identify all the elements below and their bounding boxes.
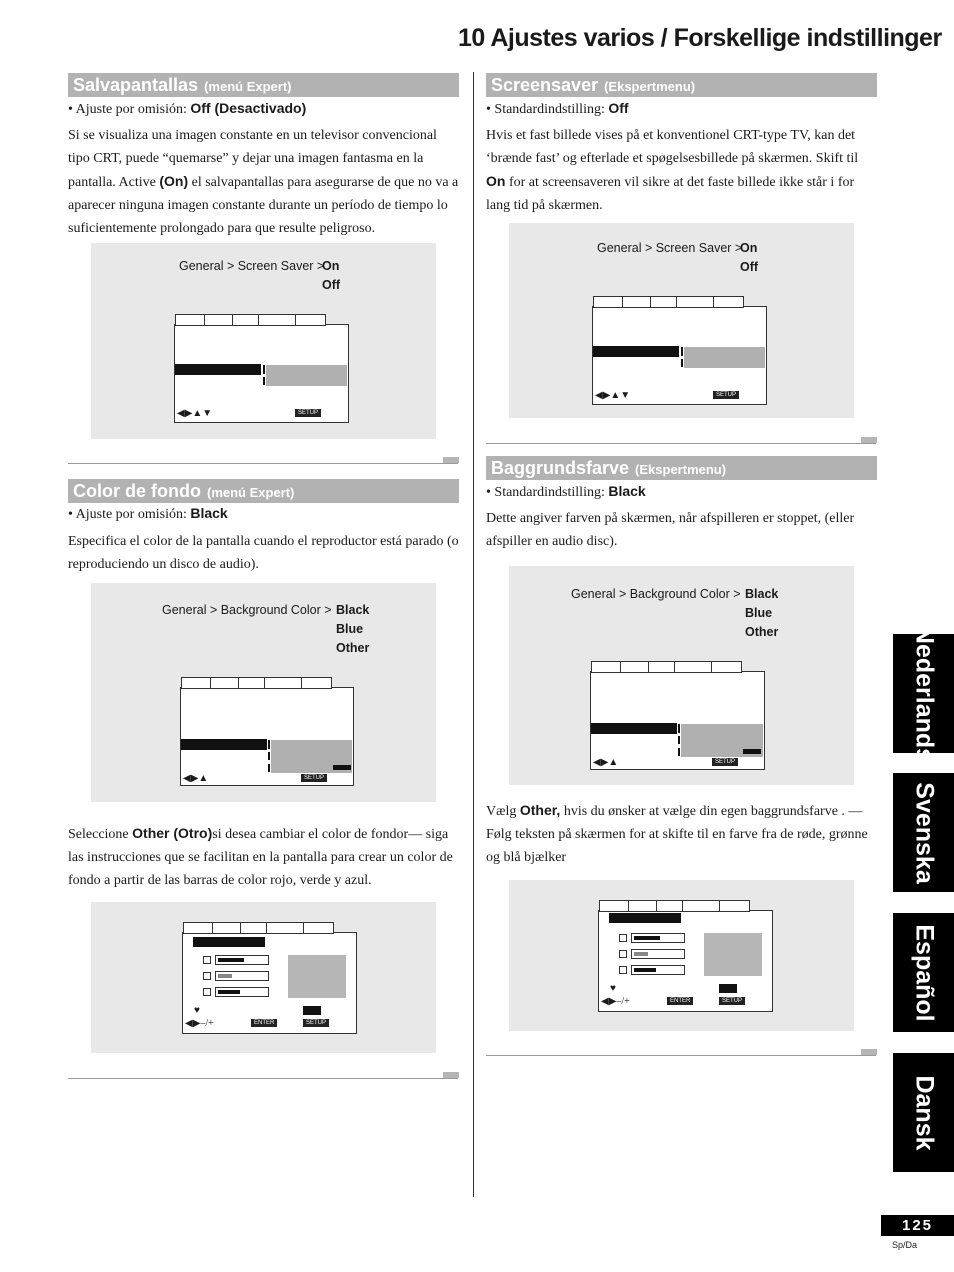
divider-marker: [443, 1072, 459, 1078]
option-other: Other: [336, 641, 370, 655]
option-on: On: [740, 241, 758, 255]
option-off: Off: [740, 260, 759, 274]
screen-illustration: [509, 566, 854, 785]
option-black: Black: [745, 587, 779, 601]
menu-path: General > Screen Saver >: [597, 241, 743, 255]
option-other: Other: [745, 625, 779, 639]
paragraph: Vælg Other, hvis du ønsker at vælge din egen baggrundsfarve . — Følg teksten på skærmen for at skifte til en farve fra de røde, grønne og blå bjælker: [486, 802, 868, 865]
default-setting: • Ajuste por omisión: Off (Desactivado): [68, 100, 307, 117]
osd-color-editor: ♥ ◀▶–/+ ENTER SETUP: [598, 910, 773, 1012]
osd-menu: [174, 324, 349, 423]
screen-illustration: [509, 880, 854, 1031]
section-divider: [486, 443, 876, 444]
page-language: Sp/Da: [892, 1240, 918, 1250]
side-tab-espanol: Español: [893, 913, 954, 1032]
divider-marker: [861, 1049, 877, 1055]
setup-label: SETUP: [303, 1019, 329, 1027]
return-icon: [719, 984, 737, 993]
setup-label: SETUP: [719, 997, 745, 1005]
osd-menu: [592, 306, 767, 405]
osd-color-editor: ♥ ◀▶–/+ ENTER SETUP: [182, 932, 357, 1034]
column-divider: [473, 72, 474, 1197]
return-icon: [303, 1006, 321, 1015]
section-heading-baggrundsfarve: Baggrundsfarve (Ekspertmenu): [486, 456, 877, 480]
enter-label: ENTER: [667, 997, 693, 1005]
menu-path: General > Background Color >: [162, 603, 332, 617]
screen-illustration: [91, 902, 436, 1053]
navigation-arrows-icon: ◀▶–/+: [185, 1018, 214, 1029]
option-black: Black: [336, 603, 370, 617]
paragraph: Seleccione Other (Otro)si desea cambiar el color de fondor— siga las instrucciones que se facilitan en la pantalla para crear un color de fondo a partir de las barras de color rojo, verde y azul.: [68, 825, 453, 888]
option-blue: Blue: [336, 622, 364, 636]
section-heading-screensaver: Screensaver (Ekspertmenu): [486, 73, 877, 97]
option-on: On: [322, 259, 340, 273]
section-heading-salvapantallas: Salvapantallas (menú Expert): [68, 73, 459, 97]
paragraph: Hvis et fast billede vises på et konventionel CRT-type TV, kan det ‘brænde fast’ og efterlade et spøgelsesbillede på skærmen. Skift til On for at screensaveren vil sikre at det faste billede ikke står i for lang tid på skærmen.: [486, 128, 859, 213]
section-heading-color-de-fondo: Color de fondo (menú Expert): [68, 479, 459, 503]
divider-marker: [443, 457, 459, 463]
side-tab-svenska: Svenska: [893, 773, 954, 892]
side-tab-dansk: Dansk: [893, 1053, 954, 1172]
default-setting: • Standardindstilling: Off: [486, 100, 629, 117]
navigation-arrows-icon: ◀▶▲: [593, 757, 619, 768]
navigation-arrows-icon: ◀▶▲: [183, 773, 209, 784]
screen-illustration: [509, 223, 854, 418]
paragraph: Si se visualiza una imagen constante en un televisor convencional tipo CRT, puede “quemarse” y dejar una imagen fantasma en la pantalla. Active (On) el salvapantallas para asegurarse de que no va a aparecer ninguna imagen constante durante un período de tiempo lo suficientemente prolongado para que resulte peligroso.: [68, 128, 459, 236]
option-blue: Blue: [745, 606, 773, 620]
default-setting: • Ajuste por omisión: Black: [68, 505, 228, 522]
screen-illustration: [91, 243, 436, 439]
setup-label: SETUP: [713, 391, 739, 399]
menu-path: General > Screen Saver >: [179, 259, 325, 273]
enter-label: ENTER: [251, 1019, 277, 1027]
divider-marker: [861, 437, 877, 443]
osd-menu: [590, 671, 765, 770]
screen-illustration: [91, 583, 436, 802]
menu-path: General > Background Color >: [571, 587, 741, 601]
osd-menu: [180, 687, 354, 786]
section-divider: [68, 463, 458, 464]
option-off: Off: [322, 278, 341, 292]
page-number: 125: [881, 1215, 954, 1236]
paragraph: Dette angiver farven på skærmen, når afspilleren er stoppet, (eller afspiller en audio disc).: [486, 511, 855, 549]
side-tab-nederlands: Nederlands: [893, 634, 954, 753]
setup-label: SETUP: [301, 774, 327, 782]
navigation-arrows-icon: ◀▶▲▼: [177, 408, 213, 419]
section-divider: [486, 1055, 876, 1056]
setup-label: SETUP: [712, 758, 738, 766]
page-title: 10 Ajustes varios / Forskellige indstillinger: [458, 24, 942, 52]
default-setting: • Standardindstilling: Black: [486, 483, 646, 500]
navigation-arrows-icon: ◀▶▲▼: [595, 390, 631, 401]
navigation-arrows-icon: ◀▶–/+: [601, 996, 630, 1007]
section-divider: [68, 1078, 458, 1079]
setup-label: SETUP: [295, 409, 321, 417]
paragraph: Especifica el color de la pantalla cuando el reproductor está parado (o reproduciendo un disco de audio).: [68, 534, 459, 572]
